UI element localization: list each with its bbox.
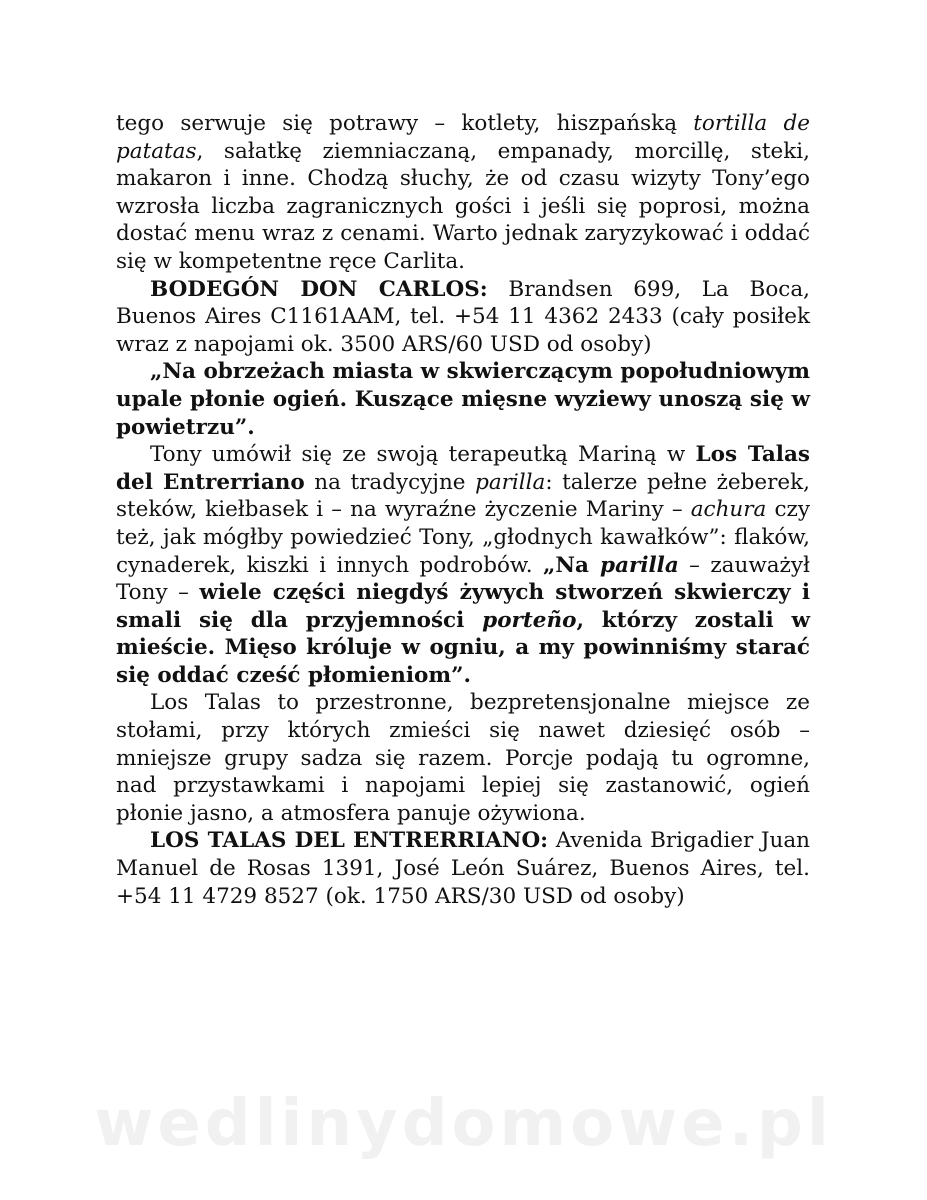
text-run: „Na [543, 552, 601, 578]
text-run: tortilla de patatas [116, 111, 810, 164]
text-run: Brandsen 699, La Boca, Buenos Aires C1161AAM, tel. +54 11 4362 2433 (cały posiłek wraz z napojami ok. 3500 ARS/60 USD od osoby) [116, 276, 810, 357]
text-run: „Na obrzeżach miasta w skwierczącym popołudniowym upale płonie ogień. Kuszące mięsne wyziewy unoszą się w powietrzu”. [116, 359, 810, 440]
text-run: achura [690, 497, 767, 523]
text-run: czy też, jak mógłby powiedzieć Tony, „głodnych kawałków”: flaków, cynaderek, kiszki i innych podrobów. [116, 497, 810, 578]
text-run: , sałatkę ziemniaczaną, empanady, morcillę, steki, makaron i inne. Chodzą słuchy, że od czasu wizyty Tony’ego wzrosła liczba zagranicznych gości i jeśli się poprosi, można dostać menu wraz z cenami. Warto jednak zaryzykować i oddać się w kompetentne ręce Carlita. [116, 138, 810, 274]
text-run: Los Talas to przestronne, bezpretensjonalne miejsce ze stołami, przy których zmieści się nawet dziesięć osób – mniejsze grupy sadza się razem. Porcje podają tu ogromne, nad przystawkami i napojami lepiej się zastanowić, ogień płonie jasno, a atmosfera panuje ożywiona. [116, 690, 810, 826]
paragraph-los-talas-story [116, 441, 810, 689]
text-run: BODEGÓN DON CARLOS: [150, 276, 488, 302]
text-run: tego serwuje się potrawy – kotlety, hiszpańską [116, 111, 694, 136]
paragraph-bodegon-address [116, 276, 810, 359]
text-run: wiele części niegdyś żywych stworzeń skwierczy i smali się dla przyjemności [116, 580, 810, 633]
text-run: na tradycyjne [304, 469, 476, 495]
text-run: LOS TALAS DEL ENTRERRIANO: [150, 828, 549, 854]
text-run: – zauważył Tony – [116, 552, 811, 606]
paragraph-menu-description [116, 110, 810, 276]
text-run: parilla [600, 552, 679, 578]
text-run: Los Talas del Entrerriano [116, 442, 811, 495]
text-run: : talerze pełne żeberek, steków, kiełbasek i – na wyraźne życzenie Mariny – [116, 469, 811, 523]
document-body [116, 110, 810, 910]
paragraph-los-talas-description [116, 689, 810, 827]
paragraph-quote [116, 358, 810, 441]
text-run: Tony umówił się ze swoją terapeutką Mariną w [150, 442, 696, 468]
text-run: parilla [475, 469, 546, 495]
paragraph-los-talas-address [116, 827, 810, 910]
text-run: , którzy zostali w mieście. Mięso króluje w ogniu, a my powinniśmy starać się oddać cześć płomieniom”. [116, 607, 811, 688]
watermark: wedlinydomowe.pl [94, 1087, 833, 1161]
text-run: porteño [482, 607, 577, 633]
text-run: Avenida Brigadier Juan Manuel de Rosas 1391, José León Suárez, Buenos Aires, tel. +54 11 4729 8527 (ok. 1750 ARS/30 USD od osoby) [116, 828, 810, 909]
